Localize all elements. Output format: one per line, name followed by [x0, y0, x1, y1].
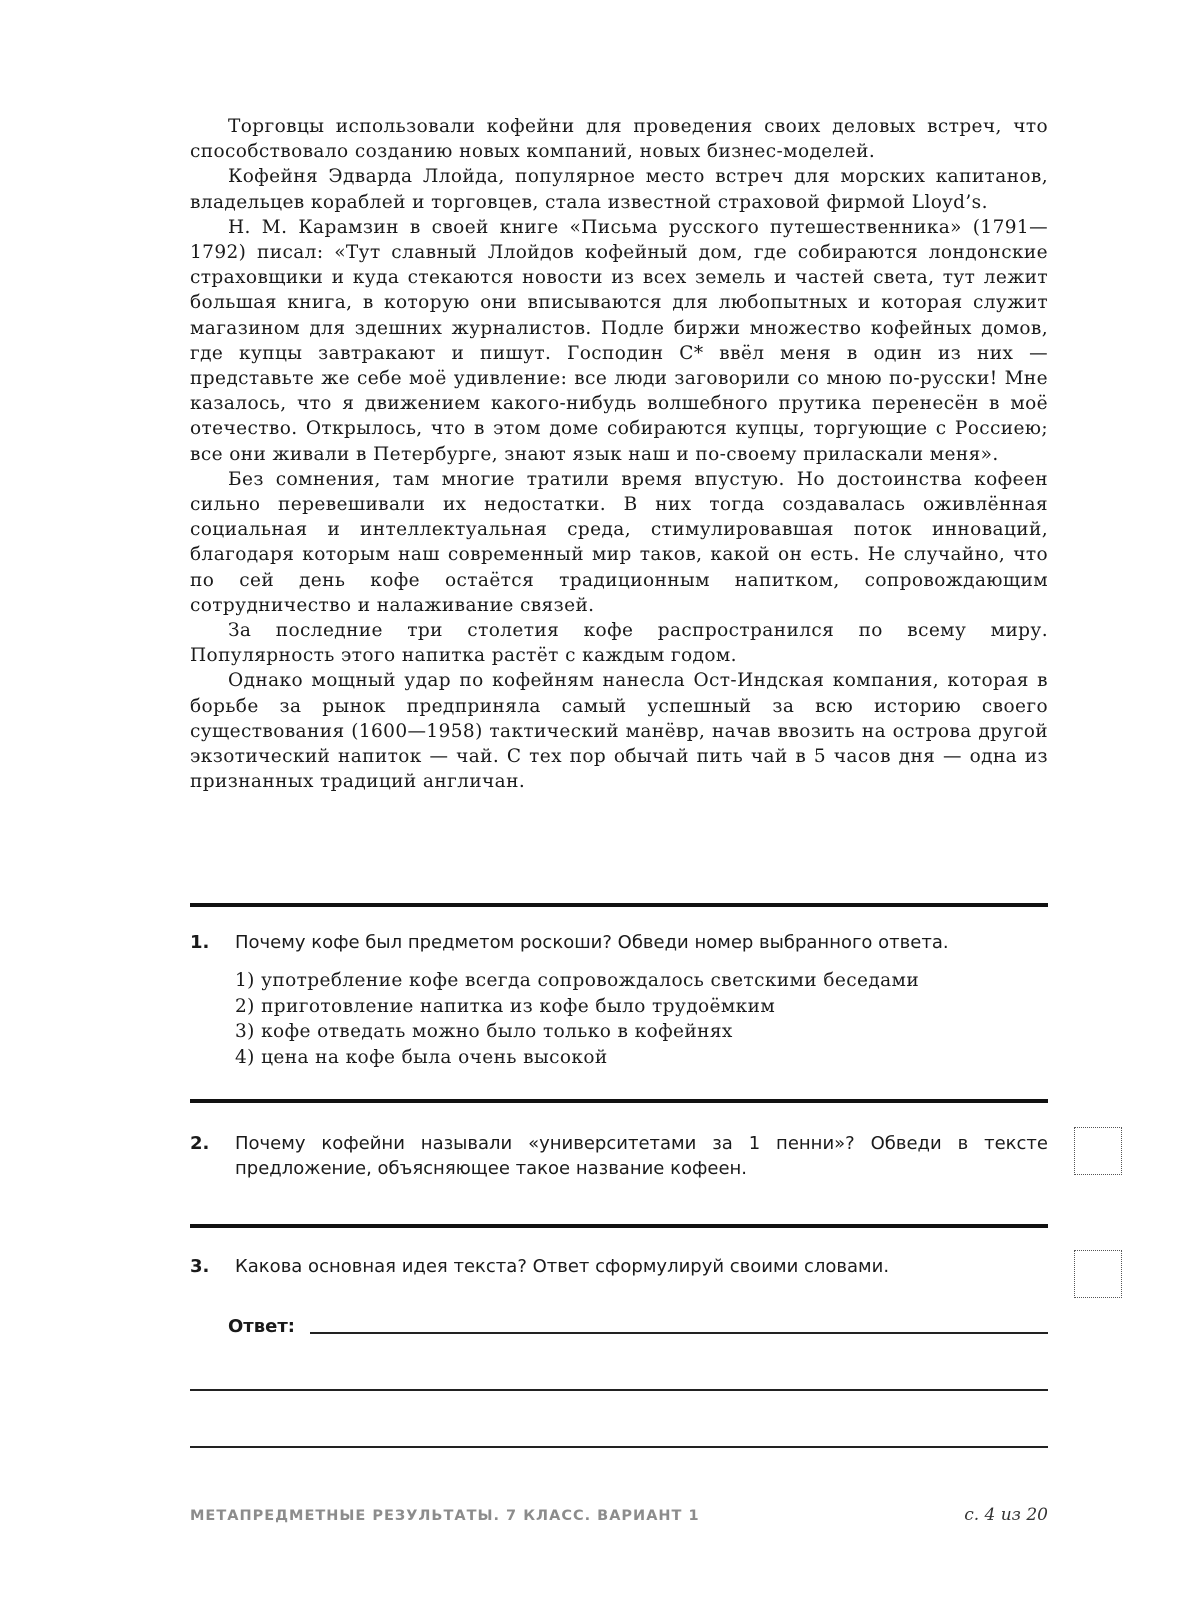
question-text: Почему кофе был предметом роскоши? Обведи номер выбранного ответа.	[235, 932, 949, 953]
answer-line[interactable]	[310, 1332, 1048, 1334]
passage-text	[190, 114, 1048, 794]
answer-line[interactable]	[190, 1446, 1048, 1448]
answer-option-3[interactable]: 3) кофе отведать можно было только в кофейнях	[235, 1021, 733, 1043]
section-divider	[190, 903, 1048, 907]
answer-option-2[interactable]: 2) приготовление напитка из кофе было трудоёмким	[235, 995, 776, 1017]
score-box[interactable]	[1074, 1250, 1122, 1298]
paragraph: Н. М. Карамзин в своей книге «Письма русского путешественника» (1791—1792) писал: «Тут славный Ллойдов кофейный дом, где собираются лондонские страховщики и куда стекаются новости из всех земель и частей света, тут лежит большая книга, в которую они вписываются для любопытных и которая служит магазином для здешних журналистов. Подле биржи множество кофейных домов, где купцы завтракают и пишут. Господин С* ввёл меня в один из них — представьте же себе моё удивление: все люди заговорили со мною по-русски! Мне казалось, что я движением какого-нибудь волшебного прутика перенесён в моё отечество. Открылось, что в этом доме собираются купцы, торгующие с Россиею; все они живали в Петербурге, знают язык наш и по-своему приласкали меня».	[190, 216, 1048, 465]
section-divider	[190, 1224, 1048, 1228]
page-number: с. 4 из 20	[964, 1505, 1048, 1525]
question-text: Какова основная идея текста? Ответ сформулируй своими словами.	[235, 1256, 890, 1277]
paragraph: Кофейня Эдварда Ллойда, популярное место встреч для морских капитанов, владельцев кораблей и торговцев, стала известной страховой фирмой Lloyd’s.	[190, 166, 1048, 213]
question-number: 1.	[190, 932, 210, 953]
question-text: Почему кофейни называли «университетами за 1 пенни»? Обведи в тексте предложение, объясняющее такое название кофеен.	[235, 1133, 1048, 1179]
paragraph: Однако мощный удар по кофейням нанесла Ост-Индская компания, которая в борьбе за рынок предприняла самый успешный за всю историю своего существования (1600—1958) тактический манёвр, начав ввозить на острова другой экзотический напиток — чай. С тех пор обычай пить чай в 5 часов дня — одна из признанных традиций англичан.	[190, 670, 1048, 793]
question-number: 3.	[190, 1256, 210, 1277]
answer-options	[235, 968, 919, 1070]
section-divider	[190, 1099, 1048, 1103]
answer-option-4[interactable]: 4) цена на кофе была очень высокой	[235, 1046, 608, 1068]
answer-label: Ответ:	[228, 1316, 295, 1337]
answer-line[interactable]	[190, 1389, 1048, 1391]
score-box[interactable]	[1074, 1127, 1122, 1175]
question-number: 2.	[190, 1133, 210, 1154]
paragraph: Без сомнения, там многие тратили время впустую. Но достоинства кофеен сильно перевешивали их недостатки. В них тогда создавалась оживлённая социальная и интеллектуальная среда, стимулировавшая поток инноваций, благодаря которым наш современный мир таков, какой он есть. Не случайно, что по сей день кофе остаётся традиционным напитком, сопровождающим сотрудничество и налаживание связей.	[190, 468, 1048, 616]
paragraph: Торговцы использовали кофейни для проведения своих деловых встреч, что способствовало созданию новых компаний, новых бизнес-моделей.	[190, 116, 1048, 163]
paragraph: За последние три столетия кофе распространился по всему миру. Популярность этого напитка растёт с каждым годом.	[190, 620, 1048, 667]
answer-option-1[interactable]: 1) употребление кофе всегда сопровождалось светскими беседами	[235, 970, 920, 991]
footer-title: МЕТАПРЕДМЕТНЫЕ РЕЗУЛЬТАТЫ. 7 КЛАСС. ВАРИАНТ 1	[190, 1508, 700, 1524]
